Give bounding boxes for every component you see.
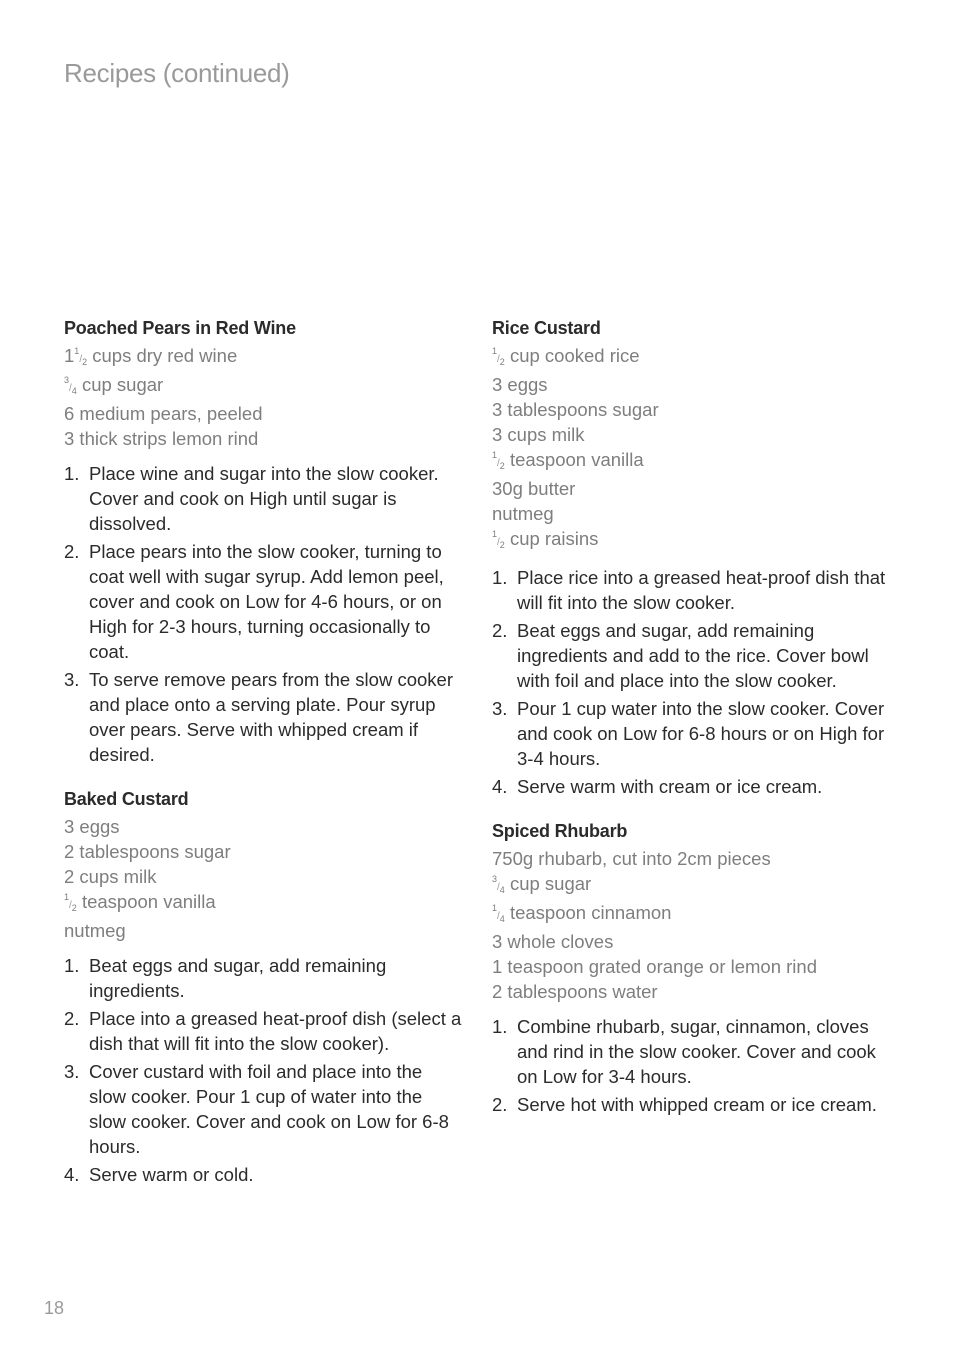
method-step: 1. Combine rhubarb, sugar, cinnamon, cloves and rind in the slow cooker. Cover and cook on Low for 3-4 hours. [492,1016,876,1087]
method-step: 3. To serve remove pears from the slow cooker and place onto a serving plate. Pour syrup over pears. Serve with whipped cream if desired. [64,669,453,765]
recipe-baked-custard [64,787,464,1187]
ingredient-item: 3 whole cloves [492,931,614,952]
recipe-rice-custard [492,316,892,799]
ingredient-item: $^1/_2$ cup cooked rice [492,345,640,367]
ingredient-item: 3 thick strips lemon rind [64,428,259,449]
method-step: 4. Serve warm with cream or ice cream. [492,776,823,797]
ingredient-item: 2 cups milk [64,866,157,887]
ingredient-item: $^1/_2$ teaspoon vanilla [492,449,644,471]
method-step: 1. Beat eggs and sugar, add remaining ingredients. [64,955,387,1001]
fraction: $^1/_2$ [64,892,77,913]
recipe-poached-pears [64,316,464,767]
ingredient-item: $^1/_4$ teaspoon cinnamon [492,902,672,924]
fraction: $^1/_2$ [492,346,505,367]
ingredient-item: 6 medium pears, peeled [64,403,263,424]
ingredient-item: nutmeg [64,920,126,941]
page-number: 18 [44,1298,65,1318]
method-steps [64,953,464,1187]
fraction: $^1/_4$ [492,903,505,924]
ingredient-list [492,343,892,555]
ingredient-item: 750g rhubarb, cut into 2cm pieces [492,848,771,869]
ingredient-item: 3 tablespoons sugar [492,399,659,420]
fraction: $^1/_2$ [492,450,505,471]
ingredient-item: $^3/_4$ cup sugar [492,873,592,895]
ingredient-item: $^1/_2$ cup raisins [492,528,599,550]
recipe-title: Rice Custard [492,318,601,338]
method-step: 2. Place into a greased heat-proof dish (select a dish that will fit into the slow cooker). [64,1008,462,1054]
ingredient-item: 1 teaspoon grated orange or lemon rind [492,956,817,977]
recipe-title: Baked Custard [64,789,189,809]
recipe-title: Poached Pears in Red Wine [64,318,296,338]
ingredient-item: $^3/_4$ cup sugar [64,374,164,396]
method-step: 2. Beat eggs and sugar, add remaining ingredients and add to the rice. Cover bowl with foil and place into the slow cooker. [492,620,869,691]
fraction: $^3/_4$ [492,874,505,895]
ingredient-item: $^1/_2$ teaspoon vanilla [64,891,216,913]
ingredient-item: nutmeg [492,503,554,524]
method-step: 4. Serve warm or cold. [64,1164,254,1185]
ingredient-item: 3 eggs [492,374,548,395]
left-column [64,316,464,1207]
ingredient-list [64,343,464,451]
ingredient-item: 2 tablespoons water [492,981,658,1002]
fraction: $^3/_4$ [64,375,77,396]
method-step: 2. Serve hot with whipped cream or ice cream. [492,1094,877,1115]
method-steps [492,565,892,799]
fraction: $^1/_2$ [492,529,505,550]
ingredient-item: $1^1/_2$ cups dry red wine [64,345,238,367]
ingredient-list [64,814,464,943]
method-step: 1. Place rice into a greased heat-proof dish that will fit into the slow cooker. [492,567,886,613]
method-steps [492,1014,892,1117]
recipe-spiced-rhubarb [492,819,892,1117]
method-step: 3. Pour 1 cup water into the slow cooker. Cover and cook on Low for 6-8 hours or on High for 3-4 hours. [492,698,885,769]
ingredient-item: 3 cups milk [492,424,585,445]
method-step: 3. Cover custard with foil and place into the slow cooker. Pour 1 cup of water into the slow cooker. Cover and cook on Low for 6-8 hours. [64,1061,449,1157]
method-step: 1. Place wine and sugar into the slow cooker. Cover and cook on High until sugar is dissolved. [64,463,439,534]
method-steps [64,461,464,767]
recipe-title: Spiced Rhubarb [492,821,628,841]
ingredient-list [492,846,892,1004]
right-column [492,316,892,1137]
page-title: Recipes (continued) [64,58,290,88]
ingredient-item: 2 tablespoons sugar [64,841,231,862]
fraction: $^1/_2$ [74,346,88,367]
method-step: 2. Place pears into the slow cooker, turning to coat well with sugar syrup. Add lemon peel, cover and cook on Low for 4-6 hours, or on High for 2-3 hours, turning occasionally to coat. [64,541,444,662]
ingredient-item: 3 eggs [64,816,120,837]
ingredient-item: 30g butter [492,478,576,499]
